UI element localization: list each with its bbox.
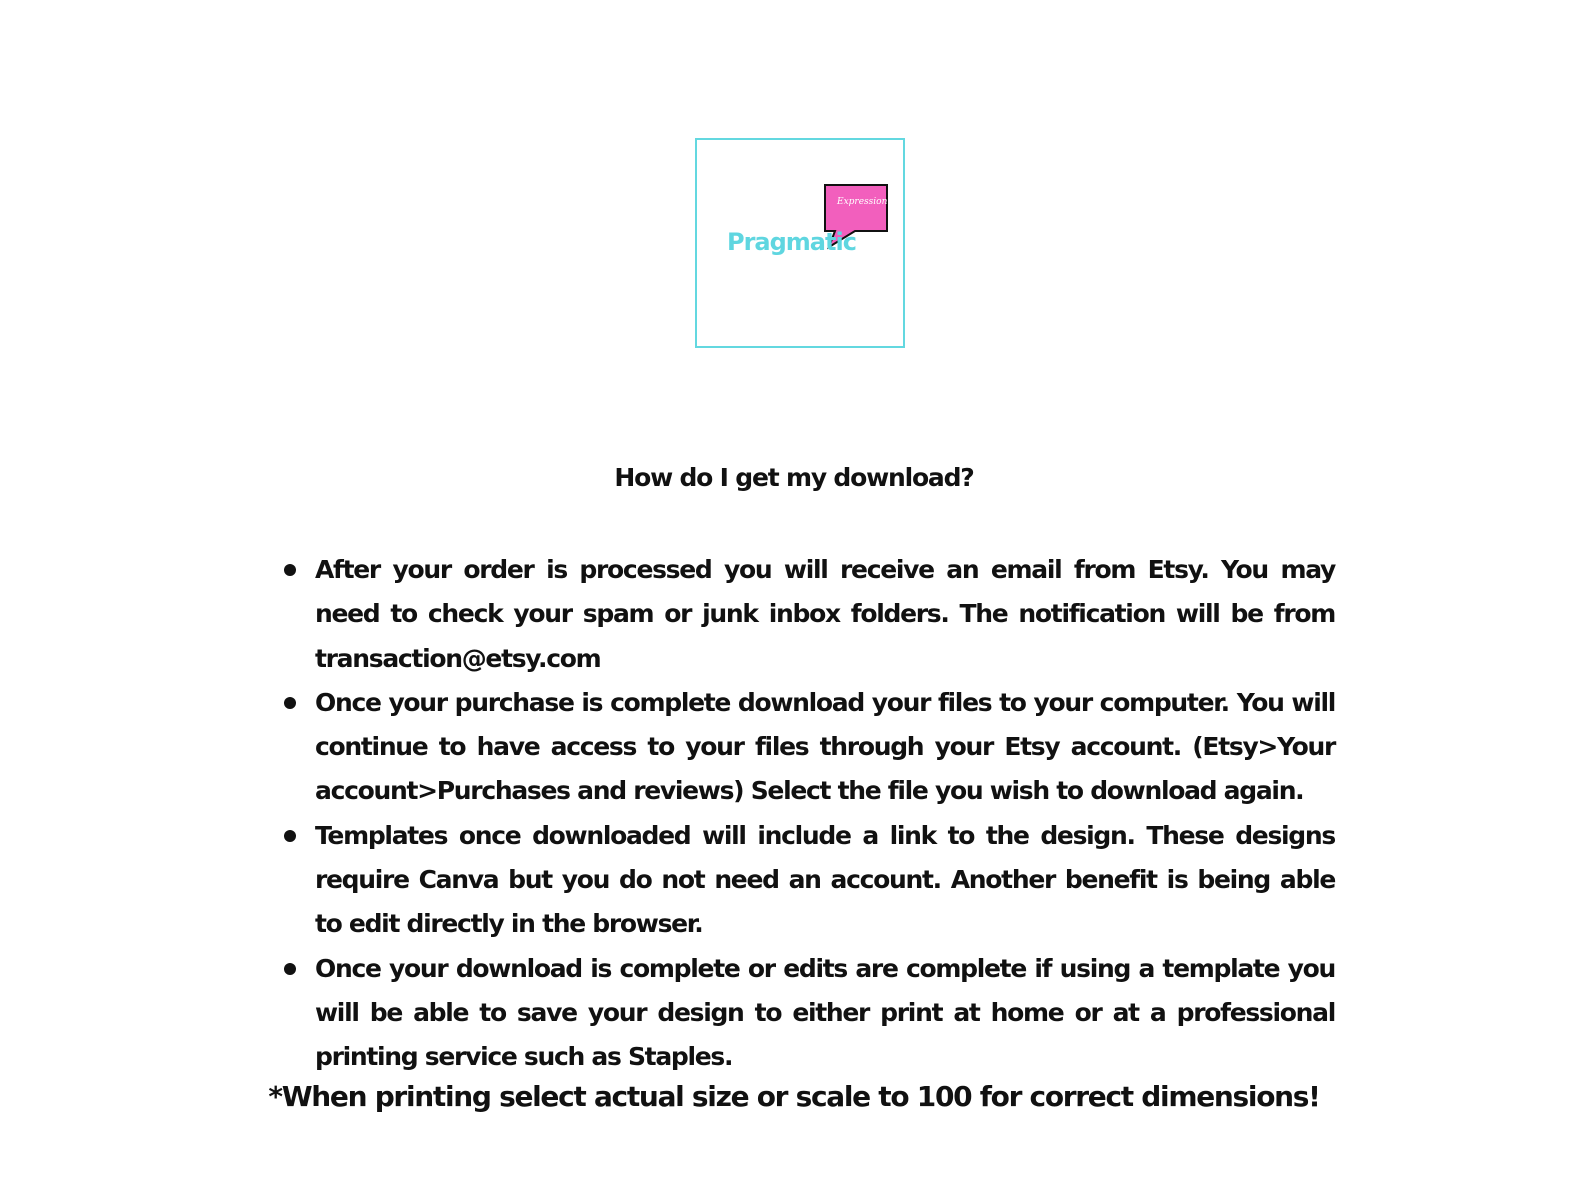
list-item (315, 681, 1335, 814)
logo (695, 138, 905, 348)
step-text: After your order is processed you will receive an email from Etsy. You may need to check your spam or junk inbox folders. The notification will be from transaction@etsy.com (315, 555, 1335, 673)
bullet-icon (284, 830, 296, 842)
step-text: Once your download is complete or edits are complete if using a template you will be able to save your design to either print at home or at a professional printing service such as Staples. (315, 953, 1335, 1072)
page-title: How do I get my download? (614, 463, 974, 492)
printing-note: *When printing select actual size or scale to 100 for correct dimensions! (268, 1080, 1320, 1113)
list-item (315, 814, 1335, 947)
bullet-icon (284, 697, 296, 709)
step-text: Once your purchase is complete download your files to your computer. You will continue to have access to your files through your Etsy account. (Etsy>Your account>Purchases and reviews) Select the file you wish to download again. (315, 687, 1335, 806)
logo-bubble-text: Expression (837, 197, 888, 207)
logo-wordmark: Pragmatic (727, 228, 856, 256)
step-text: Templates once downloaded will include a link to the design. These designs require Canva but you do not need an account. Another benefit is being able to edit directly in the browser. (315, 820, 1335, 939)
list-item (315, 548, 1335, 681)
bullet-icon (284, 963, 296, 975)
list-item (315, 947, 1335, 1080)
bullet-icon (284, 564, 296, 576)
download-steps-list (315, 548, 1335, 1080)
